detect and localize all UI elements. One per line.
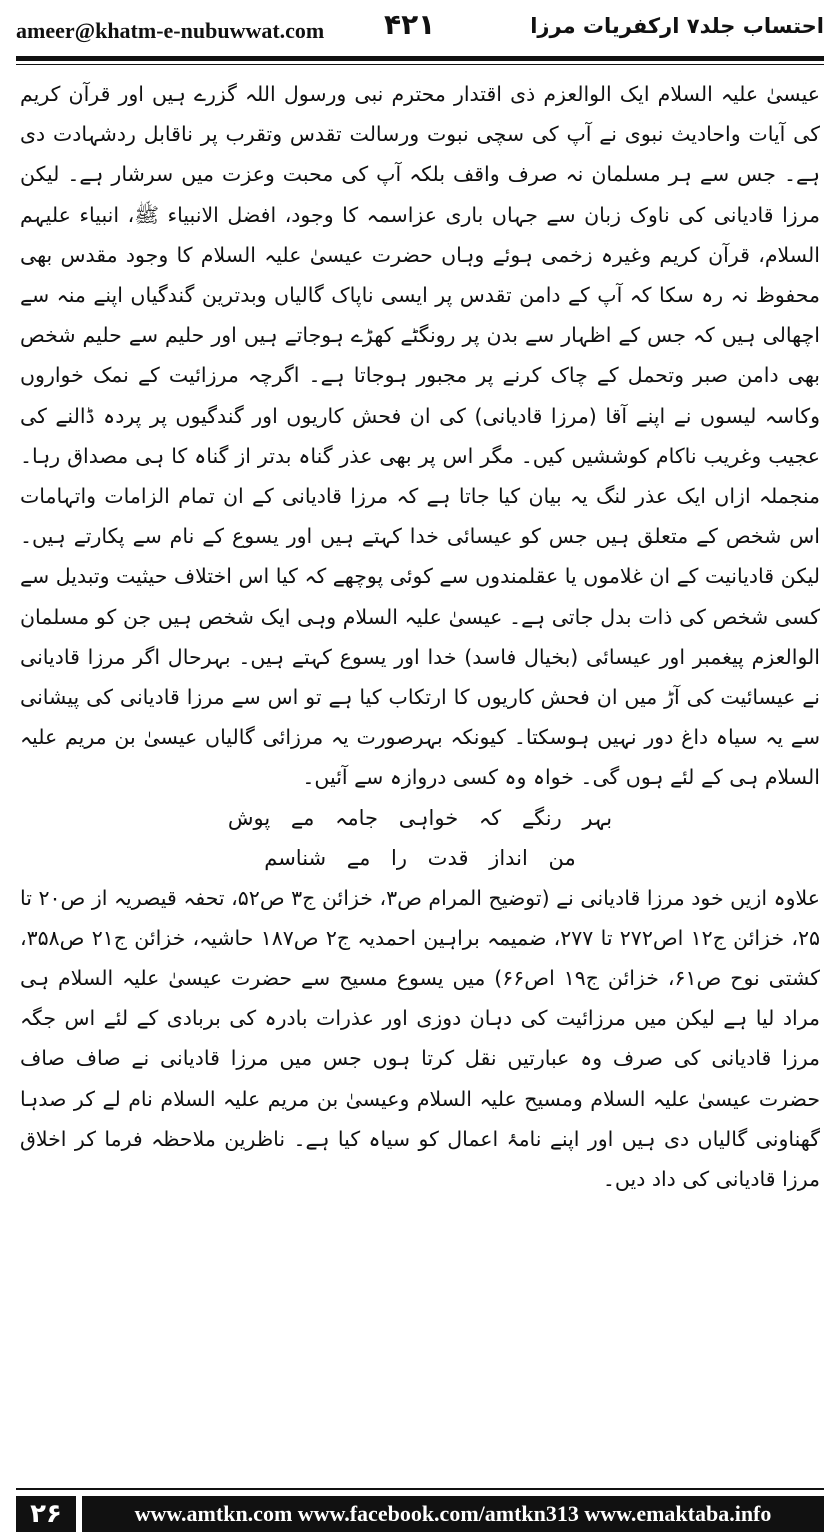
footer-rule [16, 1488, 824, 1490]
page-body [20, 74, 820, 1462]
page-footer [16, 1494, 824, 1534]
header-email: ameer@khatm-e-nubuwwat.com [16, 18, 325, 43]
header-rule-thin [16, 64, 824, 65]
header-page-number: ۴۲۱ [384, 8, 436, 41]
page-header [16, 8, 824, 50]
verse-line-1: بہر رنگے کہ خواہی جامہ مے پوش [227, 805, 613, 830]
footer-links: www.amtkn.com www.facebook.com/amtkn313 www.emaktaba.info [82, 1496, 824, 1532]
verse-line-2: من انداز قدت را مے شناسم [264, 845, 576, 870]
header-title: احتساب جلد۷ ارکفریات مرزا [530, 14, 824, 38]
footer-page-number: ۲۶ [16, 1496, 76, 1532]
body-paragraph-1: عیسیٰ علیہ السلام ایک الوالعزم ذی اقتدار محترم نبی ورسول اللہ گزرے ہیں اور قرآن کریم کی آیات واحادیث نبوی نے آپ کی سچی نبوت ورسالت تقدس وتقرب پر ناقابل ردشہادت دی ہے۔ جس سے ہر مسلمان نہ صرف واقف بلکہ آپ کی محبت وعزت میں سرشار ہے۔ لیکن مرزا قادیانی کی ناوک زبان سے جہاں باری عزاسمہ کا وجود، افضل الانبیاء ﷺ، انبیاء علیہم السلام، قرآن کریم وغیرہ زخمی ہوئے وہاں حضرت عیسیٰ علیہ السلام کا وجود مقدس بھی محفوظ نہ رہ سکا کہ آپ کے دامن تقدس پر ایسی ناپاک گالیاں وبدترین گندگیاں اپنے منہ سے اچھالی ہیں کہ جس کے اظہار سے بدن پر رونگٹے کھڑے ہوجاتے ہیں اور حلیم سے حلیم شخص بھی دامن صبر وتحمل کے چاک کرنے پر مجبور ہوجاتا ہے۔ اگرچہ مرزائیت کے نمک خواروں وکاسہ لیسوں نے اپنے آقا (مرزا قادیانی) کی ان فحش کاریوں اور گندگیوں پر پردہ ڈالنے کی عجیب وغریب ناکام کوششیں کیں۔ مگر اس پر بھی عذر گناہ بدتر از گناہ کا ہی مصداق رہا۔ منجملہ ازاں ایک عذر لنگ یہ بیان کیا جاتا ہے کہ مرزا قادیانی کے ان تمام الزامات واتہامات اس شخص کے متعلق ہیں جس کو عیسائی خدا کہتے ہیں اور یسوع کے نام سے پکارتے ہیں۔ لیکن قادیانیت کے ان غلاموں یا عقلمندوں سے کوئی پوچھے کہ کیا اس اختلاف حیثیت وتبدیل سے کسی شخص کی ذات بدل جاتی ہے۔ عیسیٰ علیہ السلام وہی ایک شخص ہیں جن کو مسلمان الوالعزم پیغمبر اور عیسائی (بخیال فاسد) خدا اور یسوع کہتے ہیں۔ بہرحال اگر مرزا قادیانی نے عیسائیت کی آڑ میں ان فحش کاریوں کا ارتکاب کیا ہے تو اس سے مرزا قادیانی کی پیشانی سے یہ سیاہ داغ دور نہیں ہوسکتا۔ کیونکہ بہرصورت یہ مرزائی گالیاں عیسیٰ بن مریم علیہ السلام ہی کے لئے ہوں گی۔ خواہ وہ کسی دروازہ سے آئیں۔ [20, 82, 820, 790]
header-rule-thick [16, 56, 824, 61]
body-paragraph-2: علاوہ ازیں خود مرزا قادیانی نے (توضیح المرام ص۳، خزائن ج۳ ص۵۲، تحفہ قیصریہ از ص۲۰ تا ۲۵، خزائن ج۱۲ اص۲۷۲ تا ۲۷۷، ضمیمہ براہین احمدیہ ج۲ ص۱۸۷ حاشیہ، خزائن ج۲۱ ص۳۵۸، کشتی نوح ص۶۱، خزائن ج۱۹ اص۶۶) میں یسوع مسیح سے حضرت عیسیٰ علیہ السلام ہی مراد لیا ہے لیکن میں مرزائیت کی دہان دوزی اور عذرات بادرہ کی بربادی کے لئے اس جگہ مرزا قادیانی کی صرف وہ عبارتیں نقل کرتا ہوں جس میں مرزا قادیانی نے صاف صاف حضرت عیسیٰ علیہ السلام ومسیح علیہ السلام وعیسیٰ بن مریم علیہ السلام نام لے کر صدہا گھناونی گالیاں دی ہیں اور اپنے نامۂ اعمال کو سیاہ کیا ہے۔ ناظرین ملاحظہ فرما کر اخلاق مرزا قادیانی کی داد دیں۔ [20, 885, 820, 1192]
